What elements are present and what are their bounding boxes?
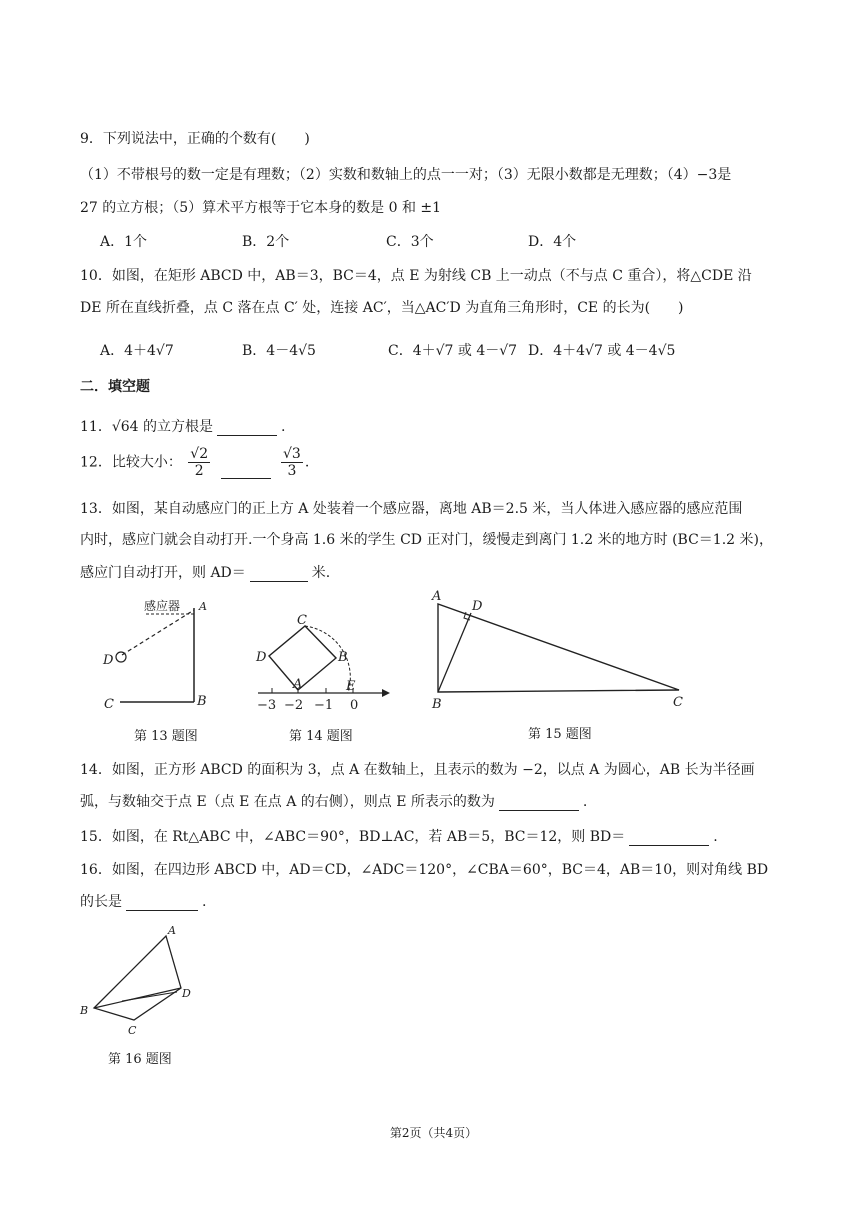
q10-line1: 10．如图，在矩形 ABCD 中，AB＝3，BC＝4，点 E 为射线 CB 上一动点（不与点 C 重合），将△CDE 沿 [80,268,752,284]
fig13-label-a: A [199,600,207,613]
fig13-caption: 第 13 题图 [134,729,198,744]
q10-option-c: C．4＋√7 或 4－√7 [388,343,518,359]
q12-end: . [304,454,310,471]
q16-line1: 16．如图，在四边形 ABCD 中，AD＝CD，∠ADC＝120°，∠CBA＝60°，BC＝4，AB＝10，则对角线 BD [80,862,769,878]
fig15-label-a: A [432,589,442,604]
fig13-label-d: D [103,653,114,668]
q10-option-a: A．4＋4√7 [100,343,174,359]
q9-line2: 27 的立方根；（5）算术平方根等于它本身的数是 0 和 ±1 [80,200,442,216]
q10-line2: DE 所在直线折叠，点 C 落在点 C′ 处，连接 AC′，当△AC′D 为直角三角形时，CE 的长为( ) [80,300,684,316]
q15-end: . [713,829,718,845]
fig15-label-b: B [432,697,442,712]
q11-text: 11．√64 的立方根是 [80,419,213,435]
q13-unit: 米. [311,565,331,581]
q9-option-d: D．4个 [528,234,577,250]
fig14-label-e: E [346,679,356,694]
fig15-label-c: C [673,695,683,710]
q14-line1: 14．如图，正方形 ABCD 的面积为 3，点 A 在数轴上，且表示的数为 −2，以点 A 为圆心，AB 长为半径画 [80,762,755,778]
q14-line2-text: 弧，与数轴交于点 E（点 E 在点 A 的右侧），则点 E 所表示的数为 [80,794,495,810]
q12-left-numerator: √2 [190,446,209,462]
fig14-label-d: D [256,650,267,665]
q12-right-numerator: √3 [283,446,301,462]
fig15-label-d: D [472,599,483,614]
q10-option-d: D．4＋4√7 或 4－4√5 [528,343,676,359]
fig14-label-b: B [338,650,348,665]
q9-line1: （1）不带根号的数一定是有理数；（2）实数和数轴上的点一一对；（3）无限小数都是无理数；（4）−3是 [80,167,732,183]
q14-end: . [582,794,588,810]
q13-line3-text: 感应门自动打开，则 AD＝ [80,565,246,581]
fig13-label-c: C [104,697,114,712]
fig16-label-a: A [168,924,176,937]
q13-line1: 13．如图，某自动感应门的正上方 A 处装着一个感应器，离地 AB＝2.5 米，当人体进入感应器的感应范围 [80,501,743,517]
q9-stem: 9．下列说法中，正确的个数有( ) [80,131,310,147]
fig14-tick-neg2: −2 [284,698,304,713]
q13-line2: 内时，感应门就会自动打开.一个身高 1.6 米的学生 CD 正对门，缓慢走到离门 1.2 米的地方时 (BC＝1.2 米)， [80,532,773,548]
q12-prefix: 12．比较大小： [80,454,182,471]
fig14-label-c: C [297,613,307,628]
q15-text: 15．如图，在 Rt△ABC 中，∠ABC＝90°，BD⊥AC，若 AB＝5，BC＝12，则 BD＝ [80,829,626,845]
q12-right-denominator: 3 [287,463,297,479]
fig13-sensor-label: 感应器 [144,599,181,613]
q16-end: . [202,894,207,910]
section-fill-in-title: 二．填空题 [80,379,150,395]
fig16-caption: 第 16 题图 [108,1052,172,1067]
q9-option-b: B．2个 [242,234,290,250]
fig16-label-d: D [182,987,191,1000]
q12-left-denominator: 2 [194,463,204,479]
fig13-label-b: B [197,694,207,709]
fig14-tick-0: 0 [350,698,359,713]
fig16-label-b: B [80,1004,89,1017]
fig16-label-c: C [128,1024,137,1037]
fig14-tick-neg1: −1 [314,698,334,713]
q16-line2-text: 的长是 [80,894,122,910]
fig14-tick-neg3: −3 [257,698,277,713]
page-footer: 第2页（共4页） [389,1126,478,1140]
q9-option-a: A．1个 [100,234,148,250]
fig14-caption: 第 14 题图 [289,729,353,744]
q9-option-c: C．3个 [386,234,434,250]
q11-end: . [281,419,286,435]
fig14-label-a: A [293,677,303,692]
q10-option-b: B．4－4√5 [242,343,316,359]
fig15-caption: 第 15 题图 [528,727,592,742]
